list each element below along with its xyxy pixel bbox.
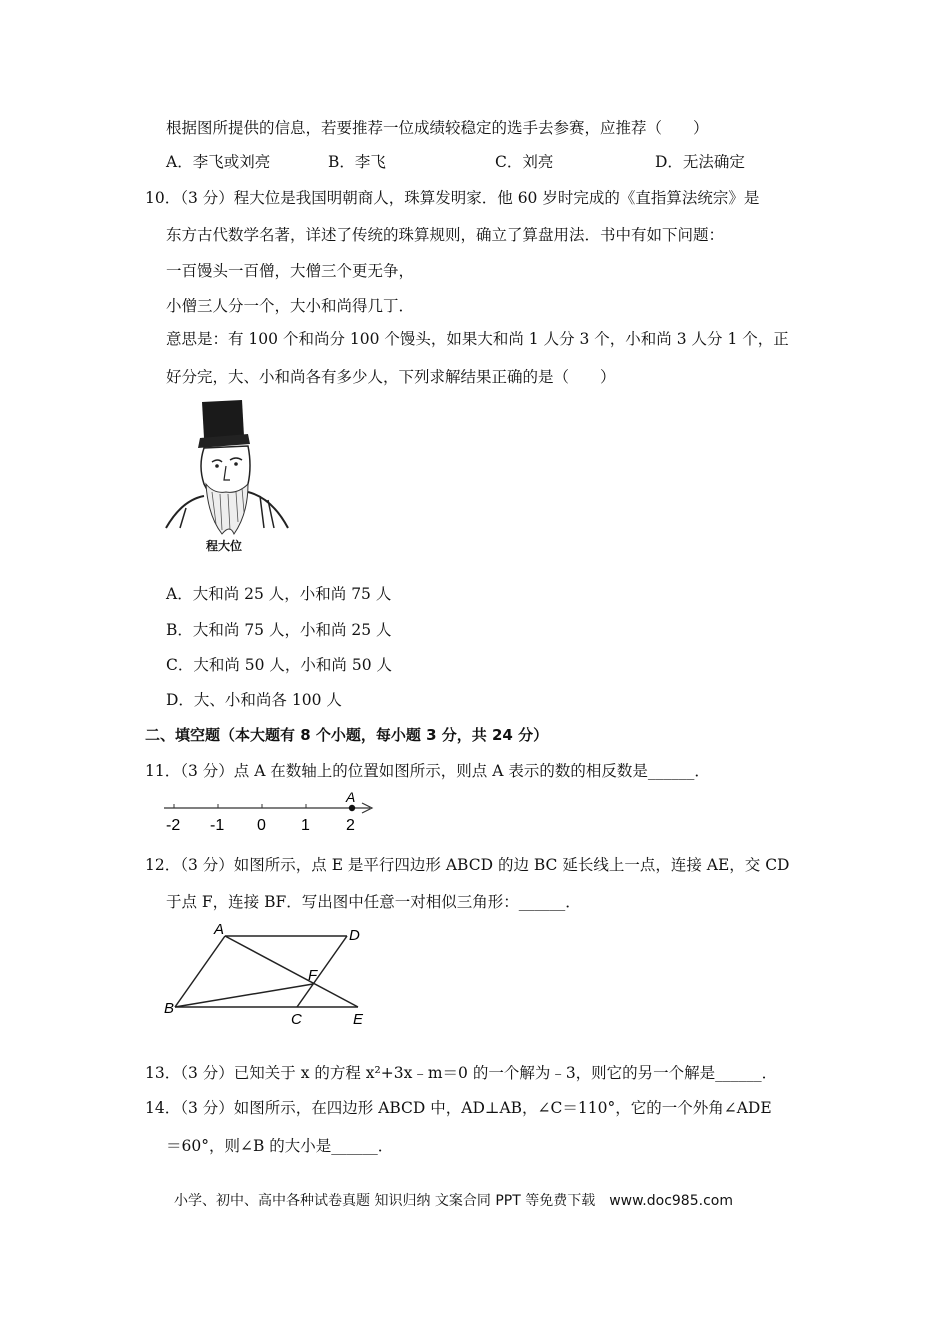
q12-line-1: 12．（3 分）如图所示，点 E 是平行四边形 ABCD 的边 BC 延长线上一点，连接 AE，交 CD [145,856,790,874]
q10-line-2: 东方古代数学名著，详述了传统的珠算规则，确立了算盘用法．书中有如下问题： [166,226,725,244]
q12-line-2: 于点 F，连接 BF．写出图中任意一对相似三角形：______． [166,893,581,911]
q10-line-4: 小僧三人分一个，大小和尚得几丁． [166,297,415,315]
q10-line-6: 好分完，大、小和尚各有多少人，下列求解结果正确的是（ ） [166,368,616,386]
q10-option-d: D．大、小和尚各 100 人 [166,691,342,709]
q9-stem: 根据图所提供的信息，若要推荐一位成绩较稳定的选手去参赛，应推荐（ ） [166,119,709,137]
point-a-dot [349,805,355,811]
vertex-label-e: E [353,1011,364,1028]
tick-label-0: 0 [257,817,266,834]
vertex-label-c: C [291,1011,302,1028]
q14-line-2: ＝60°，则∠B 的大小是______． [166,1137,394,1155]
q10-line-5: 意思是：有 100 个和尚分 100 个馒头，如果大和尚 1 人分 3 个，小和尚 3 人分 1 个，正 [166,330,789,348]
q14-line-1: 14．（3 分）如图所示，在四边形 ABCD 中，AD⊥AB，∠C＝110°，它的一个外角∠ADE [145,1099,772,1117]
q9-option-d: D．无法确定 [655,153,745,171]
q10-line-3: 一百馒头一百僧，大僧三个更无争， [166,262,415,280]
vertex-label-a: A [214,921,225,938]
vertex-label-f: F [308,967,318,984]
q9-option-a: A．李飞或刘亮 [166,153,271,171]
q9-option-c: C．刘亮 [495,153,554,171]
tick-label-neg2: -2 [166,817,181,834]
point-a-label: A [346,789,356,805]
portrait-caption: 程大位 [206,539,243,553]
parallelogram-figure [160,920,380,1030]
page-footer: 小学、初中、高中各种试卷真题 知识归纳 文案合同 PPT 等免费下载 www.doc985.com [174,1193,733,1209]
vertex-label-d: D [349,927,360,944]
cheng-dawei-portrait [164,396,292,556]
q9-option-b: B．李飞 [328,153,386,171]
q11-text: 11．（3 分）点 A 在数轴上的位置如图所示，则点 A 表示的数的相反数是______． [145,762,710,780]
vertex-label-b: B [164,1000,175,1017]
q10-line-1: 10．（3 分）程大位是我国明朝商人，珠算发明家．他 60 岁时完成的《直指算法统宗》是 [145,189,760,207]
tick-label-2: 2 [346,817,355,834]
q10-option-a: A．大和尚 25 人，小和尚 75 人 [166,585,392,603]
q13-text: 13．（3 分）已知关于 x 的方程 x²+3x﹣m＝0 的一个解为﹣3，则它的另一个解是______． [145,1064,778,1082]
tick-label-1: 1 [301,817,310,834]
tick-label-neg1: -1 [210,817,225,834]
q10-option-b: B．大和尚 75 人，小和尚 25 人 [166,621,392,639]
number-line [160,786,380,836]
section-2-heading: 二、填空题（本大题有 8 个小题，每小题 3 分，共 24 分） [145,726,549,744]
q10-option-c: C．大和尚 50 人，小和尚 50 人 [166,656,393,674]
